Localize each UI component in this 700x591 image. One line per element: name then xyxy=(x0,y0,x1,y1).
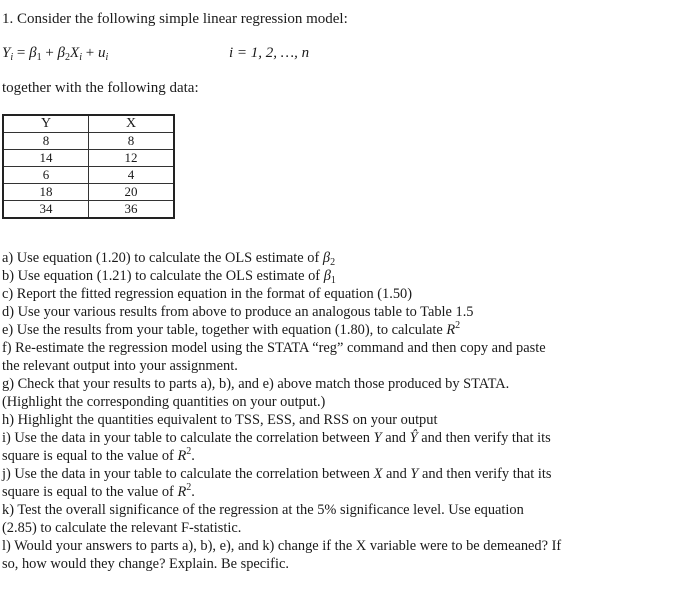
part-f-line2: the relevant output into your assignment. xyxy=(2,358,238,374)
part-j-line1: j) Use the data in your table to calculate the correlation between X and Y and then verify that its xyxy=(2,466,552,482)
part-c: c) Report the fitted regression equation in the format of equation (1.50) xyxy=(2,286,413,302)
part-e: e) Use the results from your table, together with equation (1.80), to calculate $R^2$ xyxy=(2,320,461,338)
cell-x: 12 xyxy=(89,150,175,167)
data-table xyxy=(2,114,175,219)
part-i-line2: square is equal to the value of $R^2$. xyxy=(2,446,195,464)
table-row xyxy=(3,201,174,219)
part-g-line1: g) Check that your results to parts a), b), and e) above match those produced by STATA. xyxy=(2,376,510,392)
part-i-line1: i) Use the data in your table to calculate the correlation between Y and Ŷ and then verify that its xyxy=(2,430,551,446)
cell-x: 8 xyxy=(89,133,175,150)
part-d: d) Use your various results from above to produce an analogous table to Table 1.5 xyxy=(2,304,474,320)
header-y: Y xyxy=(3,115,89,133)
part-h: h) Highlight the quantities equivalent to TSS, ESS, and RSS on your output xyxy=(2,412,438,428)
part-k-line1: k) Test the overall significance of the regression at the 5% significance level. Use equation xyxy=(2,502,524,518)
cell-x: 20 xyxy=(89,184,175,201)
table-row xyxy=(3,184,174,201)
cell-y: 6 xyxy=(3,167,89,184)
cell-y: 34 xyxy=(3,201,89,219)
cell-y: 14 xyxy=(3,150,89,167)
part-l-line2: so, how would they change? Explain. Be specific. xyxy=(2,556,289,572)
part-j-line2: square is equal to the value of $R^2$. xyxy=(2,482,195,500)
part-g-line2: (Highlight the corresponding quantities on your output.) xyxy=(2,394,326,410)
part-f-line1: f) Re-estimate the regression model using the STATA “reg” command and then copy and paste xyxy=(2,340,546,356)
part-b: b) Use equation (1.21) to calculate the OLS estimate of $\beta_1$ xyxy=(2,268,336,286)
cell-y: 8 xyxy=(3,133,89,150)
index-range: i = 1, 2, …, n xyxy=(229,45,310,61)
together-text: together with the following data: xyxy=(2,80,199,96)
table-row xyxy=(3,150,174,167)
cell-y: 18 xyxy=(3,184,89,201)
cell-x: 4 xyxy=(89,167,175,184)
regression-model-equation: $Y_i = \beta_1 + \beta_2X_i + u_i$ xyxy=(2,45,109,63)
table-row xyxy=(3,133,174,150)
header-x: X xyxy=(89,115,175,133)
part-l-line1: l) Would your answers to parts a), b), e), and k) change if the X variable were to be demeaned? If xyxy=(2,538,562,554)
table-row xyxy=(3,167,174,184)
part-k-line2: (2.85) to calculate the relevant F-statistic. xyxy=(2,520,242,536)
cell-x: 36 xyxy=(89,201,175,219)
part-a: a) Use equation (1.20) to calculate the OLS estimate of $\beta_2$ xyxy=(2,250,336,268)
table-header-row xyxy=(3,115,174,133)
question-title: 1. Consider the following simple linear regression model: xyxy=(2,11,348,27)
